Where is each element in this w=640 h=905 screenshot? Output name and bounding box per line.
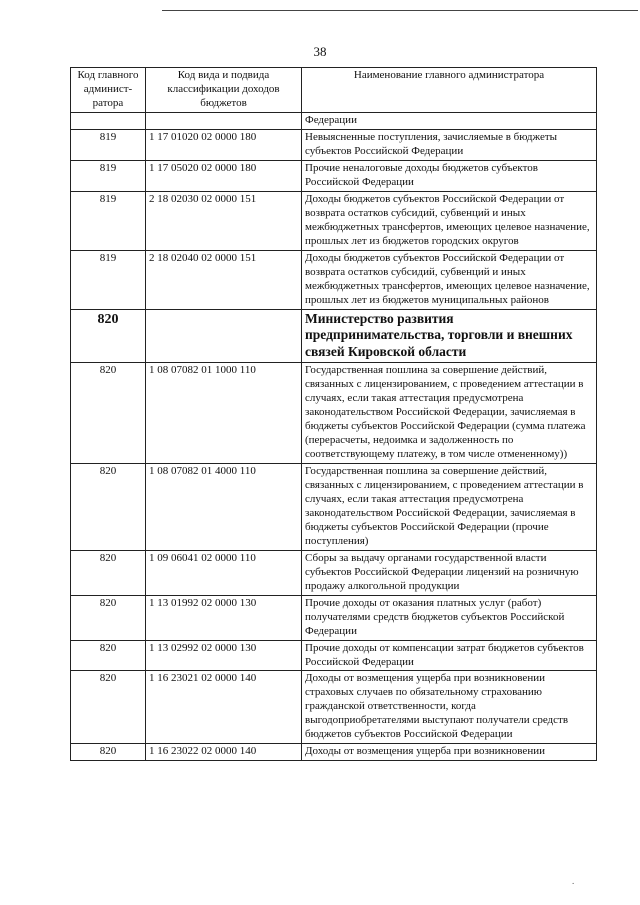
table-header-row <box>71 68 597 113</box>
table-row <box>71 160 597 191</box>
kbk-code-cell: 2 18 02040 02 0000 151 <box>146 250 302 309</box>
admin-code-cell: 820 <box>71 363 146 464</box>
table-row <box>71 191 597 250</box>
table-row <box>71 112 597 129</box>
table-row <box>71 463 597 550</box>
table-row <box>71 671 597 744</box>
table-row <box>71 250 597 309</box>
kbk-code-cell: 1 13 01992 02 0000 130 <box>146 595 302 640</box>
admin-name-cell: Сборы за выдачу органами государственной власти субъектов Российской Федерации лицензий на розничную продажу алкогольной продукции <box>302 550 597 595</box>
kbk-code-cell: 1 16 23021 02 0000 140 <box>146 671 302 744</box>
admin-name-cell: Государственная пошлина за совершение действий, связанных с лицензированием, с проведением аттестации в случаях, если такая аттестация предусмотрена законодательством Российской Федерации, зачисляемая в бюджеты субъектов Российской Федерации (прочие поступления) <box>302 463 597 550</box>
kbk-code-cell: 2 18 02030 02 0000 151 <box>146 191 302 250</box>
admin-code-cell: 820 <box>71 595 146 640</box>
table-row <box>71 363 597 464</box>
table-row <box>71 129 597 160</box>
admin-code-cell: 820 <box>71 550 146 595</box>
kbk-code-cell: 1 08 07082 01 4000 110 <box>146 463 302 550</box>
table-row <box>71 309 597 363</box>
admin-name-cell: Государственная пошлина за совершение действий, связанных с лицензированием, с проведением аттестации в случаях, если такая аттестация предусмотрена законодательством Российской Федерации, зачисляемая в бюджеты субъектов Российской Федерации (сумма платежа (перерасчеты, недоимка и задолженность по соответствующему платежу, в том числе отмененному)) <box>302 363 597 464</box>
kbk-code-cell: 1 17 05020 02 0000 180 <box>146 160 302 191</box>
admin-name-cell: Доходы бюджетов субъектов Российской Федерации от возврата остатков субсидий, субвенций и иных межбюджетных трансфертов, имеющих целевое назначение, прошлых лет из бюджетов муниципальных районов <box>302 250 597 309</box>
admin-name-cell: Прочие доходы от компенсации затрат бюджетов субъектов Российской Федерации <box>302 640 597 671</box>
kbk-code-cell <box>146 309 302 363</box>
admin-name-cell: Прочие неналоговые доходы бюджетов субъектов Российской Федерации <box>302 160 597 191</box>
corner-mark: . <box>572 876 575 886</box>
admin-name-cell: Министерство развития предпринимательства, торговли и внешних связей Кировской области <box>302 309 597 363</box>
table-row <box>71 640 597 671</box>
table-row <box>71 744 597 761</box>
admin-code-cell: 819 <box>71 191 146 250</box>
admin-code-cell: 820 <box>71 744 146 761</box>
admin-code-cell: 819 <box>71 250 146 309</box>
revenue-administrators-table <box>70 67 597 761</box>
admin-name-cell: Доходы от возмещения ущерба при возникновении страховых случаев по обязательному страхованию гражданской ответственности, когда выгодоприобретателями выступают получатели средств бюджетов субъектов Российской Федерации <box>302 671 597 744</box>
admin-name-cell: Невыясненные поступления, зачисляемые в бюджеты субъектов Российской Федерации <box>302 129 597 160</box>
kbk-code-cell: 1 13 02992 02 0000 130 <box>146 640 302 671</box>
header-admin-code: Код главного админист-ратора <box>71 68 146 113</box>
admin-code-cell: 819 <box>71 160 146 191</box>
kbk-code-cell <box>146 112 302 129</box>
kbk-code-cell: 1 09 06041 02 0000 110 <box>146 550 302 595</box>
admin-code-cell: 819 <box>71 129 146 160</box>
kbk-code-cell: 1 17 01020 02 0000 180 <box>146 129 302 160</box>
admin-code-cell <box>71 112 146 129</box>
admin-name-cell: Прочие доходы от оказания платных услуг (работ) получателями средств бюджетов субъектов Российской Федерации <box>302 595 597 640</box>
admin-code-cell: 820 <box>71 463 146 550</box>
admin-code-cell: 820 <box>71 640 146 671</box>
admin-name-cell: Доходы бюджетов субъектов Российской Федерации от возврата остатков субсидий, субвенций и иных межбюджетных трансфертов, имеющих целевое назначение, прошлых лет из бюджетов городских округов <box>302 191 597 250</box>
top-rule <box>162 10 638 11</box>
admin-code-cell: 820 <box>71 671 146 744</box>
table-row <box>71 595 597 640</box>
admin-code-cell: 820 <box>71 309 146 363</box>
admin-name-cell: Федерации <box>302 112 597 129</box>
admin-name-cell: Доходы от возмещения ущерба при возникновении <box>302 744 597 761</box>
table-body <box>71 112 597 760</box>
kbk-code-cell: 1 16 23022 02 0000 140 <box>146 744 302 761</box>
page-number: 38 <box>313 44 327 59</box>
header-kbk-code: Код вида и подвида классификации доходов бюджетов <box>146 68 302 113</box>
header-admin-name: Наименование главного администратора <box>302 68 597 113</box>
table-row <box>71 550 597 595</box>
kbk-code-cell: 1 08 07082 01 1000 110 <box>146 363 302 464</box>
